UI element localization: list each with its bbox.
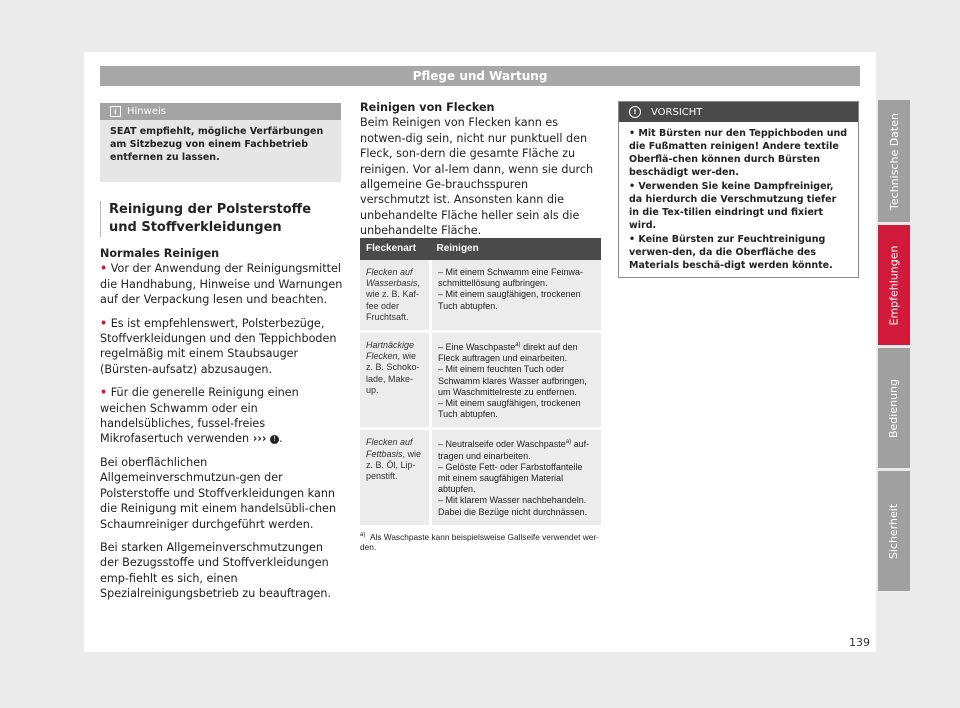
subhead-flecken: Reinigen von Flecken <box>360 101 495 114</box>
list-item: • Vor der Anwendung der Reinigungsmittel die Handhabung, Hinweise und Warnungen auf der Verpackung lesen und beachten. <box>100 262 343 307</box>
side-tab-technische-daten[interactable]: Technische Daten <box>878 100 910 222</box>
list-item: • Mit Bürsten nur den Teppichboden und die Fußmatten reinigen! Andere textile Oberflä-chen können durch Bürsten beschädigt wer-den. <box>629 128 848 178</box>
bullet-icon: • <box>100 316 108 330</box>
footnote-marker: a) <box>515 342 521 349</box>
list-item: • Es ist empfehlenswert, Polsterbezüge, Stoffverkleidungen und den Teppichboden regelmäßig mit einem Staubsauger (Bürsten-aufsatz) abzusaugen. <box>100 316 337 376</box>
note-box <box>100 103 341 182</box>
footnote-marker: a) <box>565 439 572 446</box>
table-cell: Hartnäckige Flecken, wie z. B. Schoko-lade, Make-up. <box>360 332 431 429</box>
side-tab-bedienung[interactable]: Bedienung <box>878 348 910 468</box>
table-cell: – Mit einem Schwamm eine Feinwa-schmittellösung aufbringen. – Mit einem saugfähigen, trockenen Tuch abtupfen. <box>431 260 602 332</box>
paragraph: Beim Reinigen von Flecken kann es notwen-dig sein, nicht nur punktuell den Fleck, son-dern die gesamte Fläche zu reinigen. Vor al-lem dann, wenn sie durch allgemeine Ge-brauchsspuren verschmutzt ist. Ansonsten kann die unbehandelte Fläche heller sein als die unbehandelte Fläche. <box>360 116 594 238</box>
list-item: • Keine Bürsten zur Feuchtreinigung verwen-den, da die Oberfläche des Materials beschä-digt werden könnte. <box>629 234 833 271</box>
paragraph: Bei oberflächlichen Allgemeinverschmutzun-gen der Polsterstoffe und Stoffverkleidungen kann die Reinigung mit einem handelsübli-chen Schaumreiniger durchgeführt werden. <box>100 455 337 531</box>
table-cell: – Neutralseife oder Waschpaste$^{a)}$ auf-tragen und einarbeiten. – Gelöste Fett- oder Farbstoffanteile mit einem saugfähigen Material abtupfen. – Mit klarem Wasser nachbehandeln. Dabei die Bezüge nicht durchnässen. <box>431 429 602 526</box>
table-row <box>360 260 601 332</box>
subhead-normal: Normales Reinigen <box>100 247 220 260</box>
stain-table <box>360 238 601 528</box>
info-icon: i <box>110 106 121 117</box>
caution-body <box>619 122 858 278</box>
side-tab-sicherheit[interactable]: Sicherheit <box>878 471 910 591</box>
column-2 <box>360 100 601 239</box>
table-cell: – Eine Waschpaste$^{a)}$ direkt auf den Fleck auftragen und einarbeiten. – Mit einem feuchten Tuch oder Schwamm klares Wasser aufbringen, um Waschmittelreste zu entfernen. – Mit einem saugfähigen, trockenen Tuch abtupfen. <box>431 332 602 429</box>
list-item: • Verwenden Sie keine Dampfreiniger, da hierdurch die Verschmutzung tiefer in die Tex-tilien eindringt und fixiert wird. <box>629 181 837 231</box>
warning-icon: ! <box>270 435 279 444</box>
note-header <box>100 103 341 120</box>
exclamation-icon: ! <box>629 106 641 118</box>
table-header: Fleckenart <box>360 238 431 260</box>
reference-arrow[interactable]: ››› <box>252 432 267 446</box>
section-title: Reinigung der Polsterstoffe und Stoffverkleidungen <box>100 201 341 237</box>
page-number: 139 <box>849 636 870 649</box>
column-1 <box>100 246 345 610</box>
caution-header <box>619 102 858 122</box>
table-cell: Flecken auf Fettbasis, wie z. B. Öl, Lip-penstift. <box>360 429 431 526</box>
paragraph: Bei starken Allgemeinverschmutzungen der Bezugsstoffe und Stoffverkleidungen emp-fiehlt es sich, einen Spezialreinigungsbetrieb zu beauftragen. <box>100 540 332 601</box>
page-header: Pflege und Wartung <box>100 66 860 86</box>
note-heading: Hinweis <box>127 106 166 117</box>
list-item: • Für die generelle Reinigung einen weichen Schwamm oder ein handelsübliches, fussel-freies Mikrofasertuch verwenden ››› ! . <box>100 386 299 446</box>
side-tab-empfehlungen[interactable]: Empfehlungen <box>878 225 910 345</box>
table-header: Reinigen <box>431 238 602 260</box>
table-row <box>360 332 601 429</box>
bullet-icon: • <box>100 386 108 400</box>
bullet-icon: • <box>100 262 108 276</box>
caution-heading: VORSICHT <box>651 106 703 118</box>
table-row <box>360 429 601 526</box>
table-cell: Flecken auf Wasserbasis, wie z. B. Kaf-fee oder Fruchtsaft. <box>360 260 431 332</box>
caution-box <box>618 101 859 278</box>
footnote: $^{a)}$ Als Waschpaste kann beispielsweise Gallseife verwendet wer-den. <box>360 531 599 553</box>
table-header-row <box>360 238 601 260</box>
note-text: SEAT empfiehlt, mögliche Verfärbungen am Sitzbezug von einem Fachbetrieb entfernen zu lassen. <box>110 126 324 163</box>
